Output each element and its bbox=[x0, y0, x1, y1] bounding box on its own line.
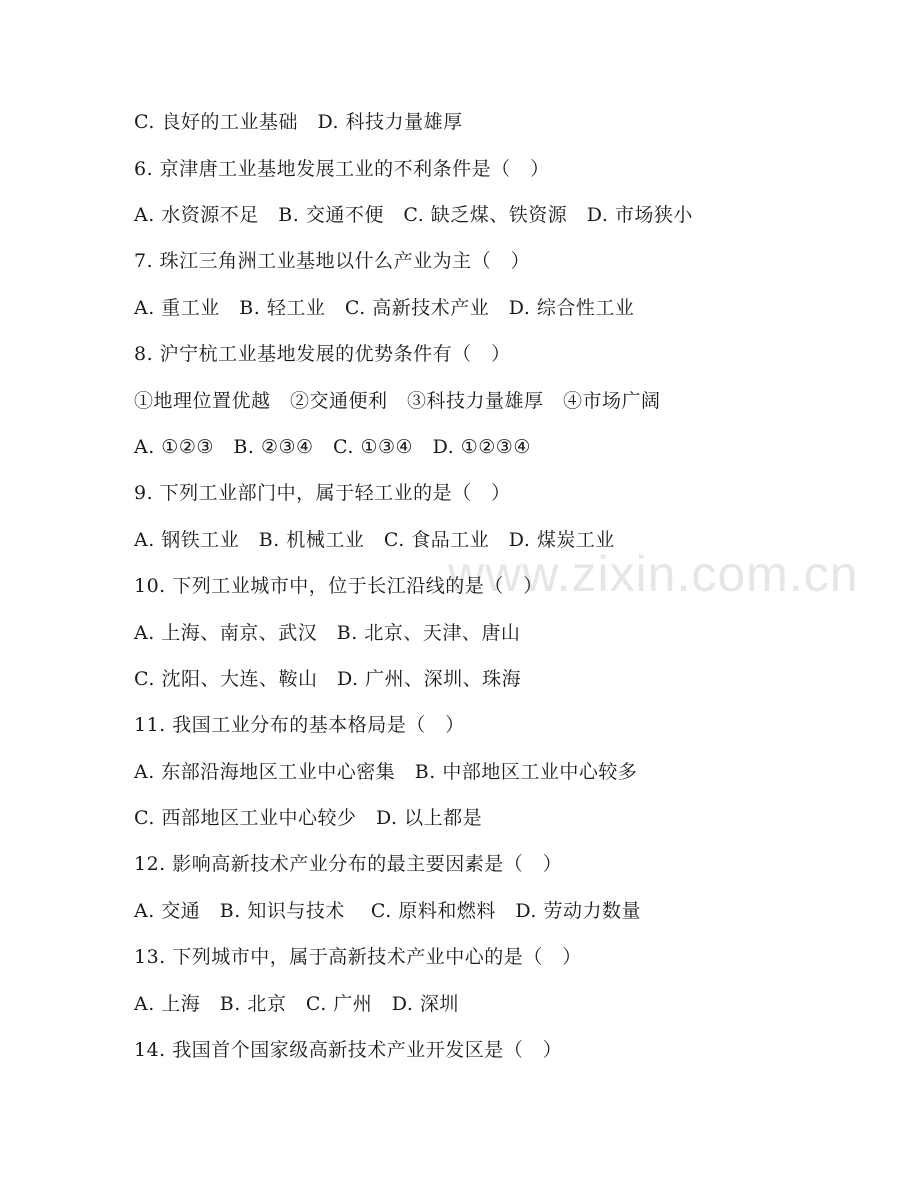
watermark-text: www.zixin.com.cn bbox=[448, 546, 859, 602]
question-11: 11. 我国工业分布的基本格局是（ ） bbox=[134, 714, 465, 736]
options-q12: A. 交通 B. 知识与技术 C. 原料和燃料 D. 劳动力数量 bbox=[134, 900, 641, 922]
options-q6: A. 水资源不足 B. 交通不便 C. 缺乏煤、铁资源 D. 市场狭小 bbox=[134, 204, 693, 226]
options-q9: A. 钢铁工业 B. 机械工业 C. 食品工业 D. 煤炭工业 bbox=[134, 529, 615, 551]
question-14: 14. 我国首个国家级高新技术产业开发区是（ ） bbox=[134, 1039, 563, 1061]
options-q11-cd: C. 西部地区工业中心较少 D. 以上都是 bbox=[134, 807, 483, 829]
options-q10-ab: A. 上海、南京、武汉 B. 北京、天津、唐山 bbox=[134, 622, 521, 644]
statements-q8: ①地理位置优越 ②交通便利 ③科技力量雄厚 ④市场广阔 bbox=[134, 390, 661, 412]
question-13: 13. 下列城市中，属于高新技术产业中心的是（ ） bbox=[134, 946, 582, 968]
question-9: 9. 下列工业部门中，属于轻工业的是（ ） bbox=[134, 482, 511, 504]
option-line-q5-cd: C. 良好的工业基础 D. 科技力量雄厚 bbox=[134, 111, 463, 133]
options-q11-ab: A. 东部沿海地区工业中心密集 B. 中部地区工业中心较多 bbox=[134, 761, 638, 783]
options-q10-cd: C. 沈阳、大连、鞍山 D. 广州、深圳、珠海 bbox=[134, 668, 522, 690]
question-6: 6. 京津唐工业基地发展工业的不利条件是（ ） bbox=[134, 158, 550, 180]
question-12: 12. 影响高新技术产业分布的最主要因素是（ ） bbox=[134, 853, 563, 875]
options-q8: A. ①②③ B. ②③④ C. ①③④ D. ①②③④ bbox=[134, 436, 531, 458]
options-q7: A. 重工业 B. 轻工业 C. 高新技术产业 D. 综合性工业 bbox=[134, 297, 635, 319]
question-7: 7. 珠江三角洲工业基地以什么产业为主（ ） bbox=[134, 250, 531, 272]
question-8: 8. 沪宁杭工业基地发展的优势条件有（ ） bbox=[134, 343, 511, 365]
question-10: 10. 下列工业城市中，位于长江沿线的是（ ） bbox=[134, 575, 543, 597]
options-q13: A. 上海 B. 北京 C. 广州 D. 深圳 bbox=[134, 993, 459, 1015]
